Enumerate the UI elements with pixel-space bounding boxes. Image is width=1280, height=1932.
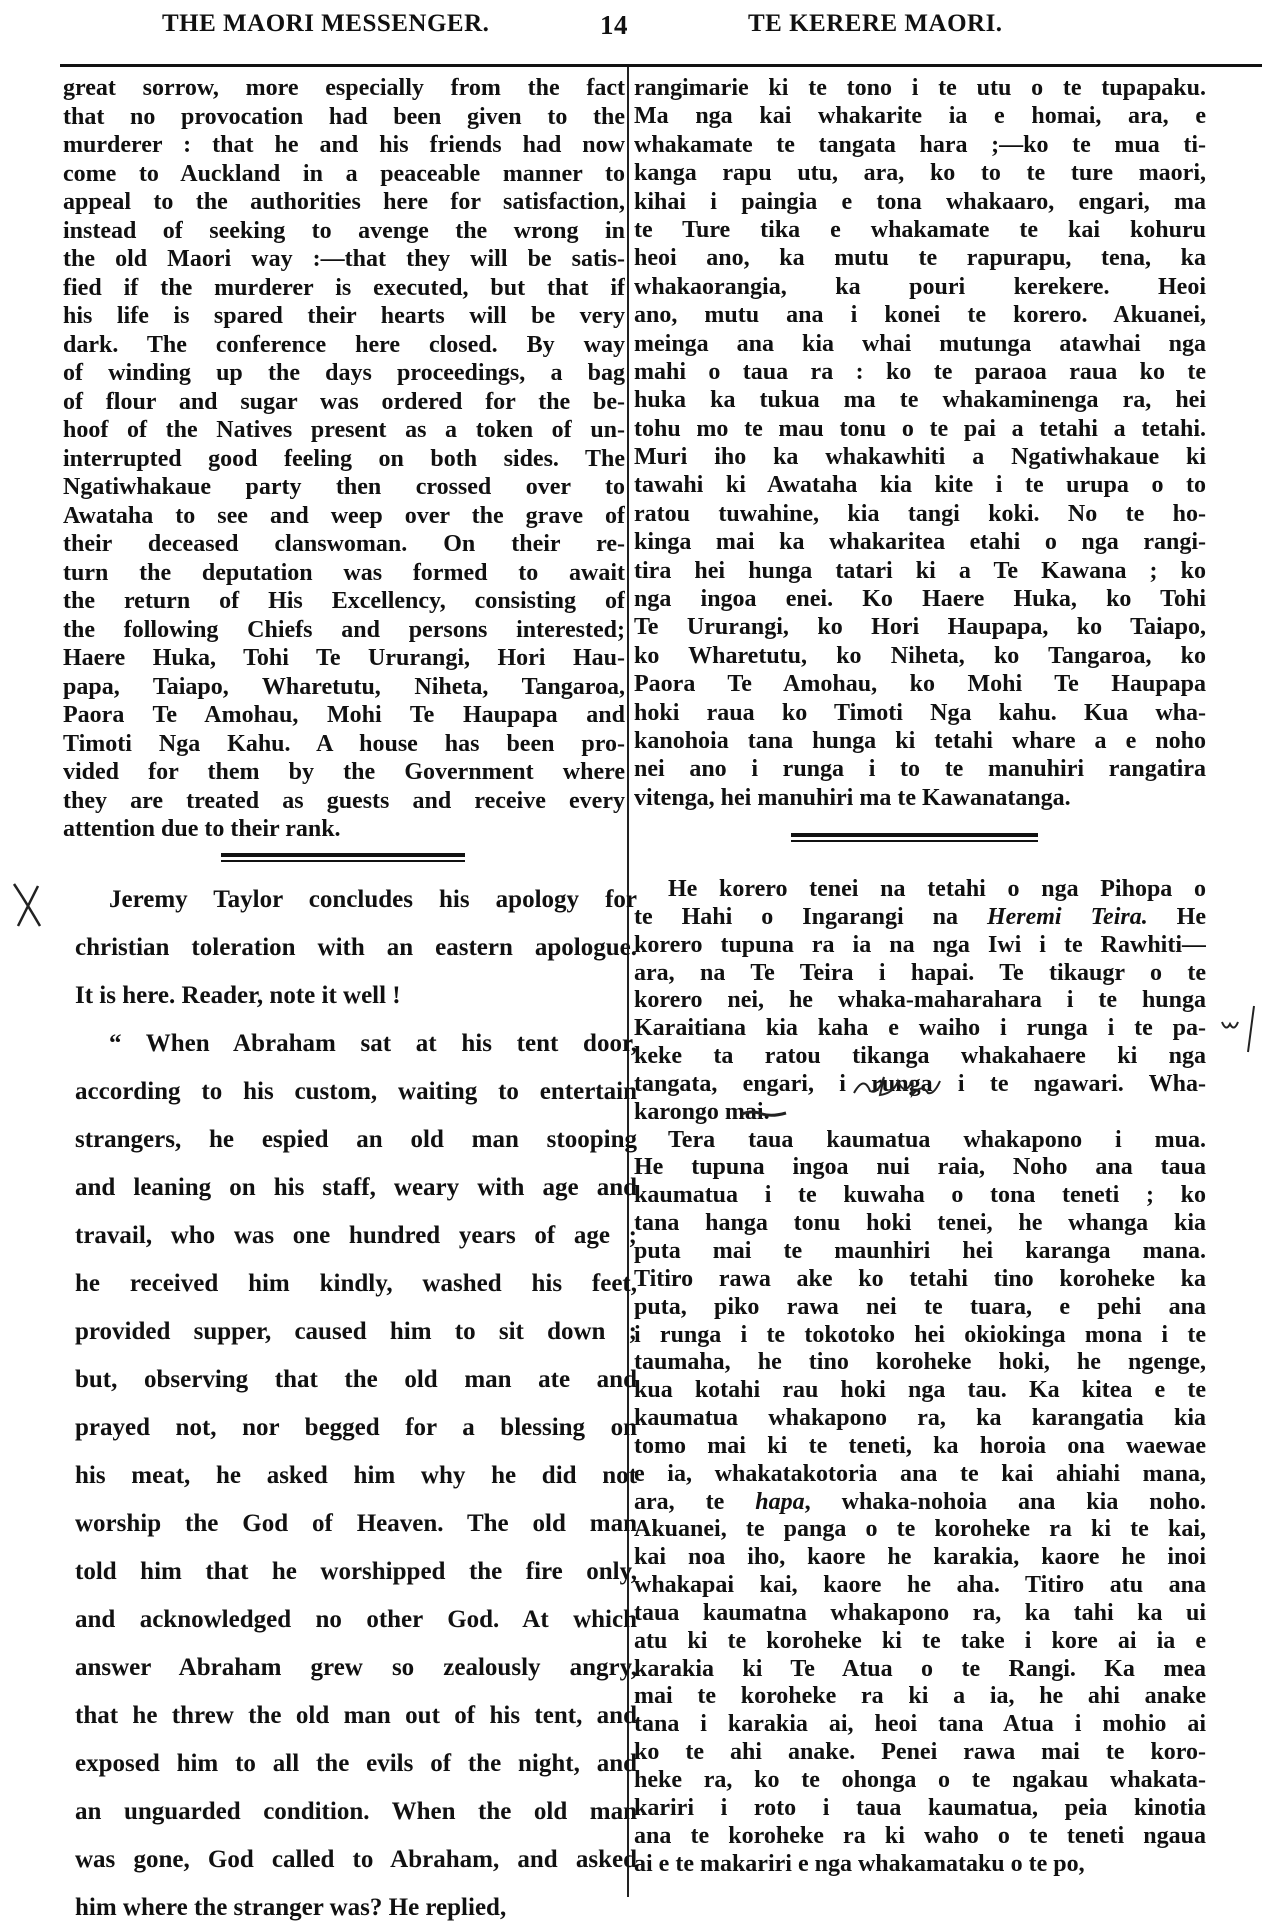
text-line: according to his custom, waiting to entertain	[75, 1078, 637, 1105]
text-line: kai noa iho, kaore he karakia, kaore he inoi	[634, 1544, 1206, 1571]
text-line: mahi o taua ra : ko te paraoa raua ko te	[634, 358, 1206, 385]
text-line: ara, te hapa, whaka-nohoia ana kia noho.	[634, 1488, 1206, 1515]
article-abraham-english	[75, 876, 637, 1932]
text-line: come to Auckland in a peaceable manner to	[63, 160, 625, 187]
text-line: mai te koroheke ra ki a ia, he ahi anake	[634, 1683, 1206, 1710]
text-line: the following Chiefs and persons interested;	[63, 616, 625, 643]
text-line: the return of His Excellency, consisting of	[63, 588, 625, 614]
text-line: tawahi ki Awataha kia kite i te urupa o to	[634, 472, 1206, 499]
page-number: 14	[600, 10, 628, 40]
text-line: kanohoia tana hunga ki tetahi whare a e noho	[634, 727, 1206, 754]
text-line: his life is spared their hearts will be very	[63, 303, 625, 329]
text-line: but, observing that the old man ate and	[75, 1366, 637, 1393]
text-line: appeal to the authorities here for satisfaction,	[63, 189, 625, 215]
text-line: was gone, God called to Abraham, and asked	[75, 1846, 637, 1873]
text-line: fied if the murderer is executed, but that if	[63, 274, 625, 301]
section-separator-left	[221, 853, 465, 862]
text-line: an unguarded condition. When the old man	[75, 1798, 637, 1825]
text-line: kihai i paingia e tona whakaaro, engari, ma	[634, 188, 1206, 215]
text-line: heoi ano, ka mutu te rapurapu, tena, ka	[634, 245, 1206, 272]
text-line: “ When Abraham sat at his tent door,	[109, 1030, 637, 1057]
text-line: instead of seeking to avenge the wrong in	[63, 217, 625, 244]
text-line: ara, na Te Teira i hapai. Te tikaugr o te	[634, 959, 1206, 986]
handwritten-w-mark	[1218, 1000, 1278, 1060]
text-line: keke ta ratou tikanga whakahaere ki nga	[634, 1043, 1206, 1070]
text-line: nei ano i runga i to te manuhiri rangatira	[634, 756, 1206, 783]
text-line: told him that he worshipped the fire only,	[75, 1558, 637, 1585]
text-line: that no provocation had been given to the	[63, 103, 625, 130]
text-line: tohu mo te mau tonu o te pai a tetahi a tetahi.	[634, 415, 1206, 442]
text-line: ana te koroheke ra ki waho o te teneti ngaua	[634, 1822, 1206, 1849]
text-line: Muri iho ka whakawhiti a Ngatiwhakaue ki	[634, 444, 1206, 471]
text-line: murderer : that he and his friends had now	[63, 132, 625, 158]
text-line: Paora Te Amohau, Mohi Te Haupapa and	[63, 702, 625, 728]
text-line: heke ra, ko te ohonga o te ngakau whakata-	[634, 1767, 1206, 1793]
text-line: nga ingoa enei. Ko Haere Huka, ko Tohi	[634, 586, 1206, 613]
masthead-maori-title: TE KERERE MAORI.	[748, 10, 1003, 37]
section-separator-right	[791, 833, 1038, 842]
text-line: and leaning on his staff, weary with age and	[75, 1174, 637, 1201]
text-line: ko te ahi anake. Penei rawa mai te koro-	[634, 1739, 1206, 1766]
text-line: ai e te makariri e nga whakamataku o te po,	[634, 1850, 1085, 1877]
text-line: interrupted good feeling on both sides. The	[63, 445, 625, 472]
text-line: tomo mai ki te teneti, ka horoia ona waewae	[634, 1432, 1206, 1459]
text-line: of flour and sugar was ordered for the be-	[63, 388, 625, 415]
text-line: Timoti Nga Kahu. A house has been pro-	[63, 730, 625, 757]
text-line: provided supper, caused him to sit down ;	[75, 1318, 637, 1345]
text-line: Titiro rawa ake ko tetahi tino koroheke ka	[634, 1265, 1206, 1292]
text-line: He korero tenei na tetahi o nga Pihopa o	[668, 876, 1206, 902]
text-line: korero nei, he whaka-maharahara i te hunga	[634, 987, 1206, 1014]
text-line: tana hanga tonu hoki tenei, he whanga kia	[634, 1210, 1206, 1237]
text-line: papa, Taiapo, Wharetutu, Niheta, Tangaroa,	[63, 673, 625, 700]
text-line: e ia, whakatakotoria ana te kai ahiahi mana,	[634, 1460, 1206, 1487]
masthead-english-title: THE MAORI MESSENGER.	[162, 10, 490, 37]
text-line: ano, mutu ana i konei te korero. Akuanei,	[634, 302, 1206, 329]
text-line: puta, piko rawa nei te tuara, e pehi ana	[634, 1293, 1206, 1320]
text-line: Haere Huka, Tohi Te Ururangi, Hori Hau-	[63, 645, 625, 671]
text-line: strangers, he espied an old man stooping	[75, 1126, 637, 1153]
text-line: and acknowledged no other God. At which	[75, 1606, 637, 1633]
text-line: meinga ana kia whai mutunga atawhai nga	[634, 330, 1206, 357]
text-line: tira hei hunga tatari ki a Te Kawana ; ko	[634, 557, 1206, 584]
article-english-continued	[63, 74, 625, 844]
text-line: Akuanei, te panga o te koroheke ra ki te kai,	[634, 1516, 1206, 1543]
strikethrough-taua	[740, 1108, 790, 1118]
text-line: i runga i te tokotoko hei okiokinga mona i te	[634, 1321, 1206, 1348]
text-line: He tupuna ingoa nui raia, Noho ana taua	[634, 1154, 1206, 1181]
text-line: turn the deputation was formed to await	[63, 559, 625, 586]
text-line: korero tupuna ra ia na nga Iwi i te Rawhiti—	[634, 931, 1206, 958]
text-line: Paora Te Amohau, ko Mohi Te Haupapa	[634, 671, 1206, 698]
text-line: huka ka tukua ma te whakaminenga ra, hei	[634, 387, 1206, 414]
text-line: It is here. Reader, note it well !	[75, 982, 401, 1009]
text-line: answer Abraham grew so zealously angry,	[75, 1654, 637, 1681]
text-line: prayed not, nor begged for a blessing on	[75, 1414, 637, 1441]
text-line: travail, who was one hundred years of age ;	[75, 1222, 637, 1249]
text-line: tana i karakia ai, heoi tana Atua i mohio ai	[634, 1711, 1206, 1738]
text-line: he received him kindly, washed his feet,	[75, 1270, 637, 1297]
text-line: Ngatiwhakaue party then crossed over to	[63, 474, 625, 500]
text-line: his meat, he asked him why he did not	[75, 1462, 637, 1489]
text-line: attention due to their rank.	[63, 816, 341, 842]
text-line: vided for them by the Government where	[63, 759, 625, 785]
text-line: exposed him to all the evils of the night, and	[75, 1750, 637, 1777]
text-line: atu ki te koroheke ki te take i kore ai ia e	[634, 1627, 1206, 1654]
header-rule	[60, 64, 1262, 67]
text-line: whakapai kai, kaore he aha. Titiro atu ana	[634, 1572, 1206, 1599]
text-line: taumaha, he tino koroheke hoki, he ngenge,	[634, 1349, 1206, 1376]
text-line: te Hahi o Ingarangi na Heremi Teira. He	[634, 903, 1206, 930]
text-line: kariri i roto i taua kaumatua, peia kinotia	[634, 1794, 1206, 1821]
text-line: kanga rapu utu, ara, ko to te ture maori,	[634, 160, 1206, 187]
text-line: kinga mai ka whakaritea etahi o nga rangi-	[634, 529, 1206, 556]
text-line: great sorrow, more especially from the fact	[63, 75, 625, 101]
text-line: taua kaumatna whakapono ra, ka tahi ka ui	[634, 1599, 1206, 1626]
text-line: Jeremy Taylor concludes his apology for	[109, 886, 637, 913]
text-line: puta mai te maunhiri hei karanga mana.	[634, 1237, 1206, 1264]
handwritten-insert-tetahi	[850, 1065, 960, 1105]
text-line: whakaorangia, ka pouri kerekere. Heoi	[634, 273, 1206, 300]
handwritten-x-mark	[8, 880, 48, 930]
text-line: Ma nga kai whakarite ia e homai, ara, e	[634, 103, 1206, 130]
text-line: Awataha to see and weep over the grave of	[63, 502, 625, 529]
text-line: kaumatua whakapono ra, ka karangatia kia	[634, 1405, 1206, 1432]
text-line: christian toleration with an eastern apologue.	[75, 934, 637, 961]
text-line: kua kotahi rau hoki nga tau. Ka kitea e te	[634, 1377, 1206, 1404]
text-line: their deceased clanswoman. On their re-	[63, 531, 625, 557]
text-line: karongo mai.	[634, 1098, 770, 1125]
text-line: dark. The conference here closed. By way	[63, 331, 625, 358]
text-line: that he threw the old man out of his tent, and	[75, 1702, 637, 1729]
text-line: him where the stranger was? He replied,	[75, 1894, 507, 1921]
text-line: tangata, engari, i runga i te ngawari. Wha-	[634, 1070, 1206, 1097]
article-abraham-maori	[634, 876, 1206, 1878]
text-line: Te Ururangi, ko Hori Haupapa, ko Taiapo,	[634, 614, 1206, 641]
text-line: of winding up the days proceedings, a bag	[63, 360, 625, 386]
text-line: worship the God of Heaven. The old man	[75, 1510, 637, 1537]
text-line: ratou tuwahine, kia tangi koki. No te ho-	[634, 500, 1206, 527]
text-line: the old Maori way :—that they will be satis-	[63, 246, 625, 272]
text-line: ko Wharetutu, ko Niheta, ko Tangaroa, ko	[634, 642, 1206, 669]
text-line: they are treated as guests and receive every	[63, 787, 625, 814]
text-line: Karaitiana kia kaha e waiho i runga i te pa-	[634, 1015, 1206, 1042]
text-line: te Ture tika e whakamate te kai kohuru	[634, 216, 1206, 243]
text-line: rangimarie ki te tono i te utu o te tupapaku.	[634, 75, 1206, 101]
text-line: Tera taua kaumatua whakapono i mua.	[668, 1126, 1206, 1153]
text-line: kaumatua i te kuwaha o tona teneti ; ko	[634, 1182, 1206, 1209]
article-maori-continued	[634, 74, 1206, 812]
text-line: whakamate te tangata hara ;—ko te mua ti-	[634, 131, 1206, 158]
text-line: karakia ki Te Atua o te Rangi. Ka mea	[634, 1655, 1206, 1682]
text-line: hoki raua ko Timoti Nga kahu. Kua wha-	[634, 699, 1206, 726]
text-line: vitenga, hei manuhiri ma te Kawanatanga.	[634, 784, 1071, 811]
text-line: hoof of the Natives present as a token of un-	[63, 417, 625, 443]
